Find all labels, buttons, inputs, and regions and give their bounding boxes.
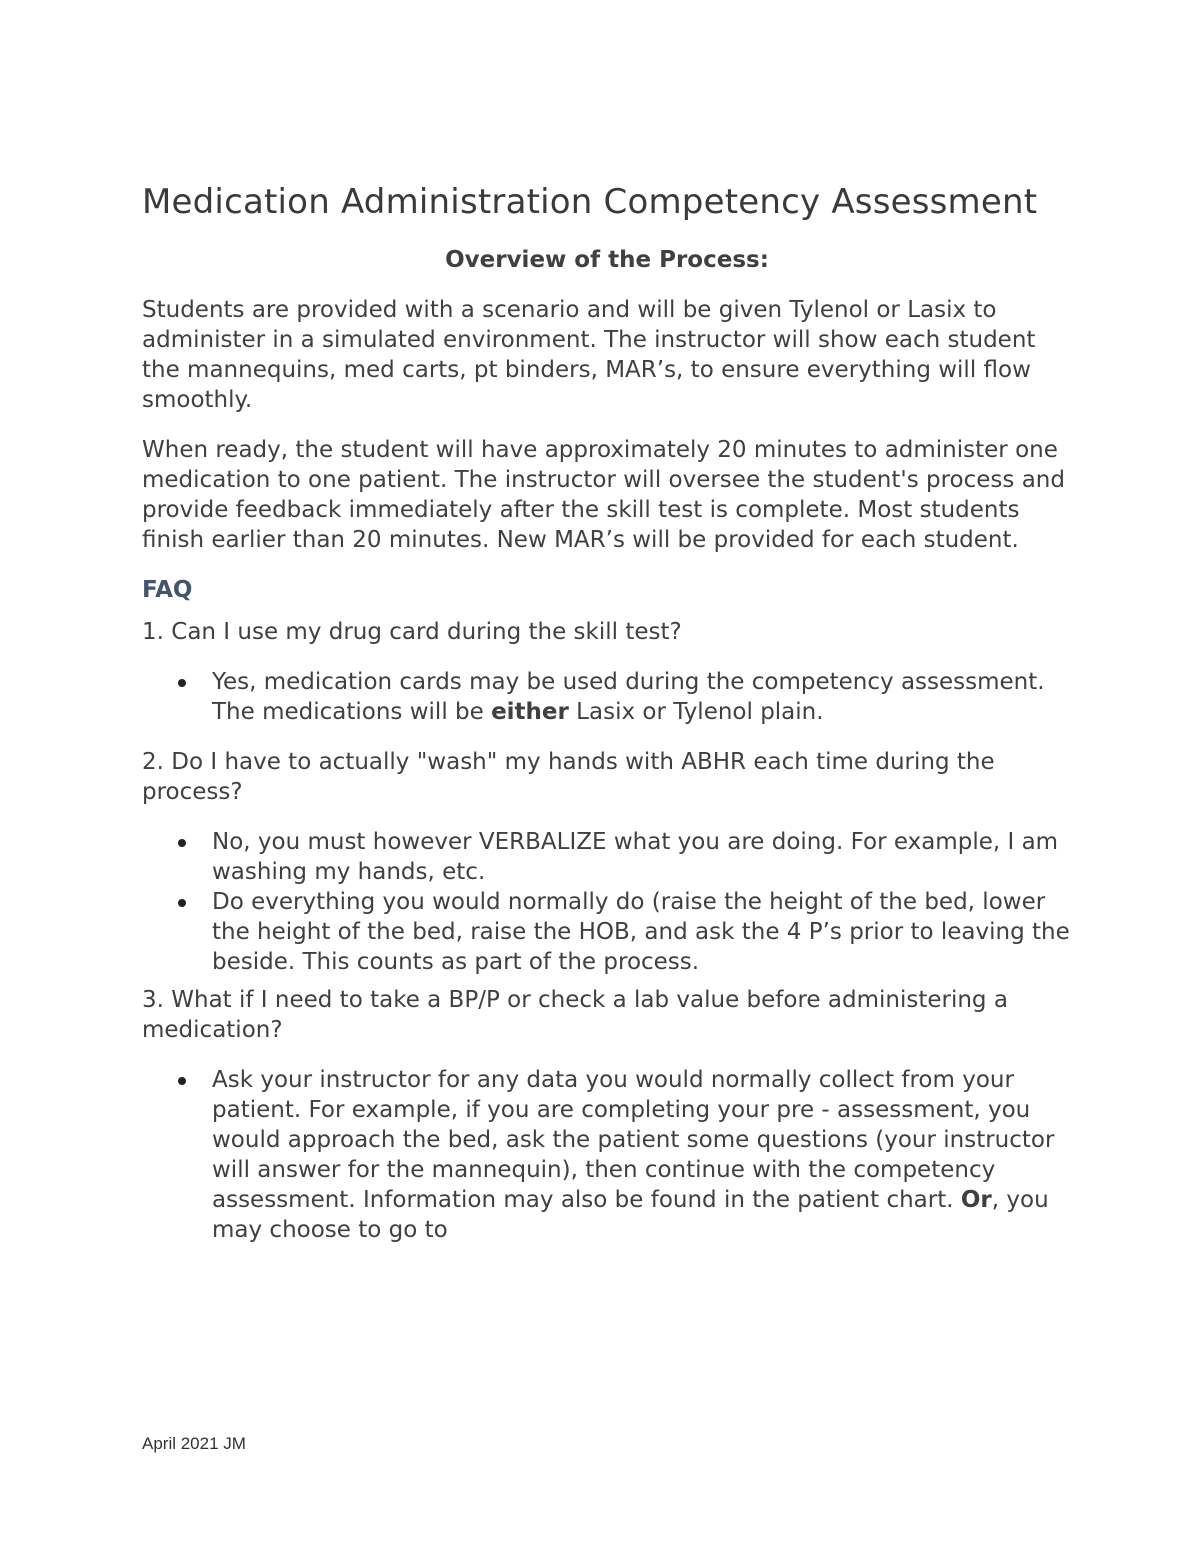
paragraph-timing: When ready, the student will have approximately 20 minutes to administer one medication to one patient. The instructor will oversee the student's process and provide feedback immediately after the skill test is complete. Most students finish earlier than 20 minutes. New MAR’s will be provided for each student. bbox=[142, 437, 1065, 553]
answer-emphasis: Or bbox=[960, 1187, 992, 1213]
list-item bbox=[142, 887, 1072, 977]
answer-text: Ask your instructor for any data you would normally collect from your patient. For example, if you are completing your pre - assessment, you would approach the bed, ask the patient some questions (your instructor will answer for the mannequin), then continue with the competency assessment. Information may also be found in the patient chart. bbox=[212, 1067, 1055, 1213]
faq-question-2: 2. Do I have to actually "wash" my hands with ABHR each time during the process? bbox=[142, 749, 995, 805]
paragraph-intro: Students are provided with a scenario and will be given Tylenol or Lasix to administer in a simulated environment. The instructor will show each student the mannequins, med carts, pt binders, MAR’s, to ensure everything will flow smoothly. bbox=[142, 297, 1036, 413]
answer-text: Lasix or Tylenol plain. bbox=[568, 699, 824, 725]
list-item bbox=[142, 667, 1072, 727]
faq-answers-3 bbox=[142, 1065, 1072, 1245]
bullet-icon bbox=[178, 679, 186, 687]
faq-answers-2 bbox=[142, 827, 1072, 977]
overview-heading: Overview of the Process: bbox=[445, 247, 769, 273]
bullet-icon bbox=[178, 899, 186, 907]
page-title: Medication Administration Competency Assessment bbox=[142, 182, 1038, 222]
answer-emphasis: either bbox=[491, 699, 569, 725]
faq-question-1: 1. Can I use my drug card during the skill test? bbox=[142, 619, 682, 645]
list-item bbox=[142, 1065, 1072, 1245]
document-page bbox=[142, 182, 1072, 1265]
list-item bbox=[142, 827, 1072, 887]
faq-answers-1 bbox=[142, 667, 1072, 727]
faq-question-3: 3. What if I need to take a BP/P or check a lab value before administering a medication? bbox=[142, 987, 1008, 1043]
faq-heading: FAQ bbox=[142, 577, 193, 603]
answer-text: No, you must however VERBALIZE what you are doing. For example, I am washing my hands, etc. bbox=[212, 829, 1059, 885]
bullet-icon bbox=[178, 1077, 186, 1085]
answer-text: Do everything you would normally do (raise the height of the bed, lower the height of the bed, raise the HOB, and ask the 4 P’s prior to leaving the beside. This counts as part of the process. bbox=[212, 889, 1070, 975]
page-footer: April 2021 JM bbox=[142, 1434, 246, 1453]
bullet-icon bbox=[178, 839, 186, 847]
answer-text: , you may choose to go to bbox=[212, 1187, 1049, 1243]
answer-text: Yes, medication cards may be used during the competency assessment. The medications will be bbox=[212, 669, 1045, 725]
